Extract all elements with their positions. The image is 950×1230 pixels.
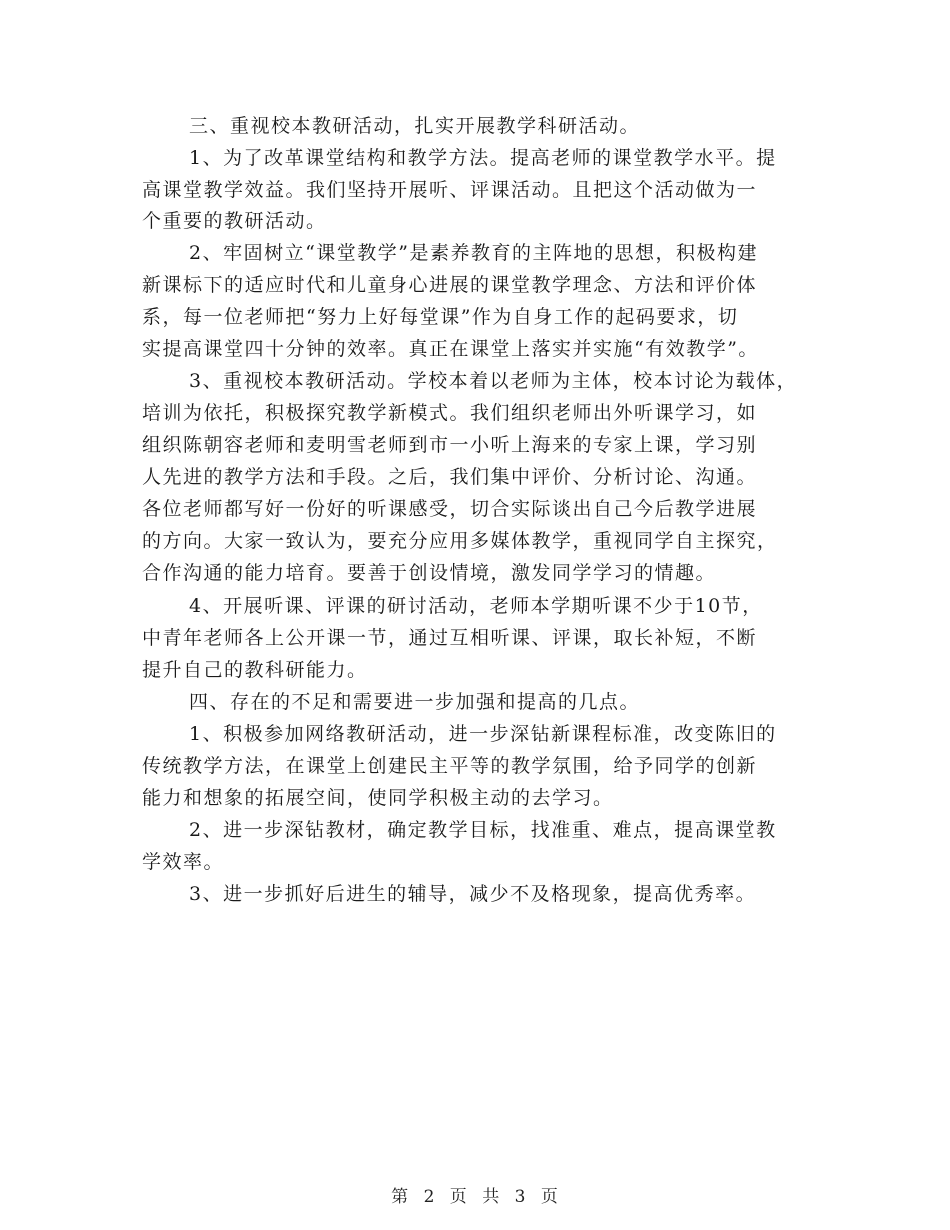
paragraph-line: 组织陈朝容老师和麦明雪老师到市一小听上海来的专家上课，学习别 [142, 434, 758, 456]
paragraph-line: 合作沟通的能力培育。要善于创设情境，激发同学学习的情趣。 [142, 562, 717, 584]
section-heading-4: 四、存在的不足和需要进一步加强和提高的几点。 [189, 691, 641, 713]
paragraph-line: 高课堂教学效益。我们坚持开展听、评课活动。且把这个活动做为一 [142, 179, 758, 201]
paragraph-line: 个重要的教研活动。 [142, 210, 327, 232]
paragraph-line: 各位老师都写好一份好的听课感受，切合实际谈出自己今后教学进展 [142, 498, 758, 520]
paragraph-line: 能力和想象的拓展空间，使同学积极主动的去学习。 [142, 787, 614, 809]
paragraph-line: 1、积极参加网络教研活动，进一步深钻新课程标准，改变陈旧的 [189, 723, 777, 745]
paragraph-line: 传统教学方法，在课堂上创建民主平等的教学氛围，给予同学的创新 [142, 755, 758, 777]
footer-total-label: 共 [482, 1187, 501, 1207]
current-page-number: 2 [423, 1187, 436, 1207]
paragraph-line: 2、牢固树立“课堂教学”是素养教育的主阵地的思想，积极构建 [189, 242, 759, 264]
paragraph-line: 3、重视校本教研活动。学校本着以老师为主体，校本讨论为载体， [189, 370, 798, 392]
paragraph-line: 新课标下的适应时代和儿童身心进展的课堂教学理念、方法和评价体 [142, 274, 758, 296]
paragraph-line: 培训为依托，积极探究教学新模式。我们组织老师出外听课学习，如 [142, 402, 758, 424]
paragraph-line: 实提高课堂四十分钟的效率。真正在课堂上落实并实施“有效教学”。 [142, 338, 759, 360]
paragraph-line: 的方向。大家一致认为，要充分应用多媒体教学，重视同学自主探究， [142, 530, 778, 552]
footer-prefix: 第 [391, 1187, 410, 1207]
paragraph-line: 学效率。 [142, 851, 225, 873]
paragraph-line: 4、开展听课、评课的研讨活动，老师本学期听课不少于10节， [189, 595, 763, 617]
section-heading-3: 三、重视校本教研活动，扎实开展教学科研活动。 [189, 115, 641, 137]
paragraph-line: 1、为了改革课堂结构和教学方法。提高老师的课堂教学水平。提 [189, 147, 777, 169]
paragraph-line: 系，每一位老师把“努力上好每堂课”作为自身工作的起码要求，切 [142, 306, 739, 328]
footer-page-label: 页 [449, 1187, 468, 1207]
paragraph-line: 2、进一步深钻教材，确定教学目标，找准重、难点，提高课堂教 [189, 819, 777, 841]
page-footer [0, 1182, 950, 1207]
paragraph-line: 中青年老师各上公开课一节，通过互相听课、评课，取长补短，不断 [142, 627, 758, 649]
paragraph-line: 提升自己的教科研能力。 [142, 659, 368, 681]
paragraph-line: 人先进的教学方法和手段。之后，我们集中评价、分析讨论、沟通。 [142, 466, 758, 488]
footer-page-end-label: 页 [540, 1187, 559, 1207]
paragraph-line: 3、进一步抓好后进生的辅导，减少不及格现象，提高优秀率。 [189, 883, 757, 905]
total-pages-number: 3 [514, 1187, 527, 1207]
